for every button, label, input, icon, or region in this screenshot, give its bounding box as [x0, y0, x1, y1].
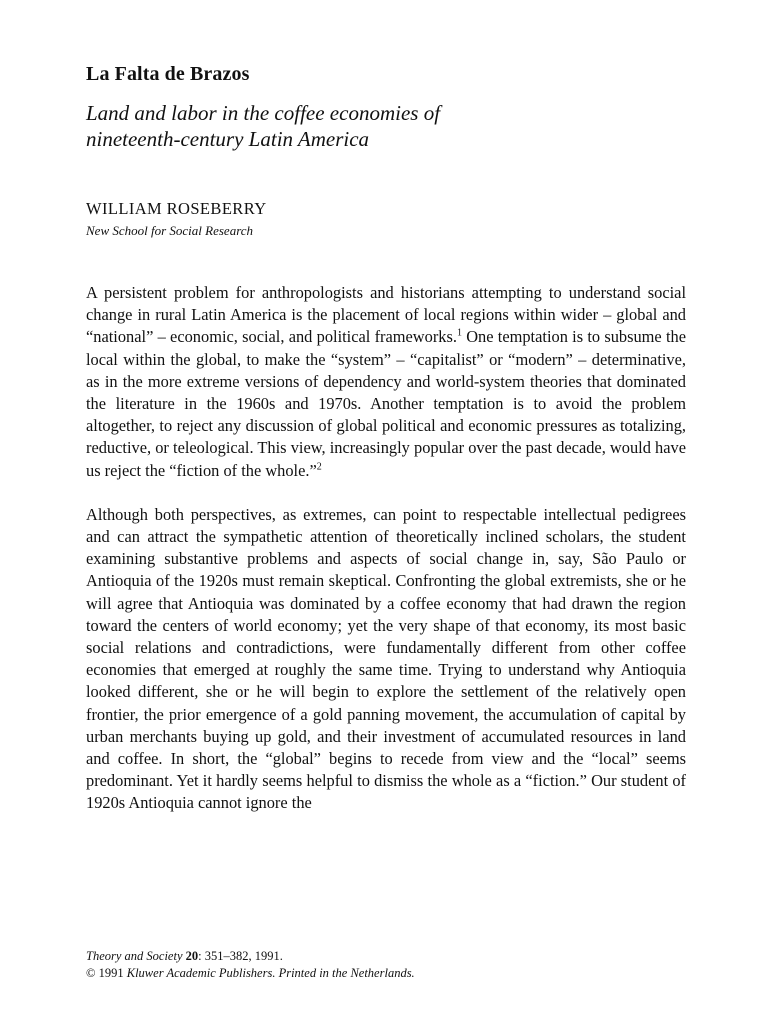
subtitle-line-1: Land and labor in the coffee economies of	[86, 101, 441, 125]
copyright-year: © 1991	[86, 966, 124, 980]
article-title: La Falta de Brazos	[86, 63, 250, 85]
footnote-ref-2: 2	[316, 461, 322, 473]
publisher-note: Kluwer Academic Publishers. Printed in the Netherlands.	[126, 966, 415, 980]
article-subtitle	[86, 100, 686, 152]
article-body	[86, 282, 686, 815]
paragraph-1	[86, 282, 686, 482]
citation-line	[86, 948, 686, 965]
paragraph-1-text-continued: One temptation is to subsume the local within the global, to make the “system” – “capitalist” or “modern” – determinative, as in the more extreme versions of dependency and world-system theories that dominated the literature in the 1960s and 1970s. Another temptation is to avoid the problem altogether, to reject any discussion of global political and economic pressures as totalizing, reductive, or teleological. This view, increasingly popular over the past decade, would have us reject the “fiction of the whole.”	[86, 327, 686, 480]
footnote-ref-1: 1	[456, 327, 462, 339]
paragraph-2: Although both perspectives, as extremes, can point to respectable intellectual pedigrees and can attract the sympathetic attention of theoretically inclined scholars, the student examining substantive problems and aspects of social change in, say, São Paulo or Antioquia of the 1920s must remain skeptical. Confronting the global extremists, she or he will agree that Antioquia was dominated by a coffee economy that had drawn the region toward the centers of world economy; yet the very shape of that economy, its most basic social relations and contradictions, were fundamentally different from other coffee economies that emerged at roughly the same time. Trying to understand why Antioquia looked different, she or he will begin to explore the settlement of the relatively open frontier, the prior emergence of a gold panning movement, the accumulation of capital by urban merchants buying up gold, and their investment of accumulated resources in land and coffee. In short, the “global” begins to recede from view and the “local” seems predominant. Yet it hardly seems helpful to dismiss the whole as a “fiction.” Our student of 1920s Antioquia cannot ignore the	[86, 504, 686, 813]
subtitle-line-2: nineteenth-century Latin America	[86, 127, 370, 151]
paragraph-1-text: A persistent problem for anthropologists and historians attempting to understand social change in rural Latin America is the placement of local regions within wider – global and “national” – economic, social, and political frameworks.	[86, 283, 686, 347]
author-affiliation: New School for Social Research	[86, 223, 254, 238]
page-footer	[86, 948, 686, 982]
copyright-line	[86, 965, 686, 982]
journal-pages: : 351–382, 1991.	[198, 949, 283, 963]
author-name: WILLIAM ROSEBERRY	[86, 199, 267, 218]
journal-name: Theory and Society	[86, 949, 183, 963]
journal-volume: 20	[185, 949, 199, 963]
article-page	[86, 60, 686, 815]
